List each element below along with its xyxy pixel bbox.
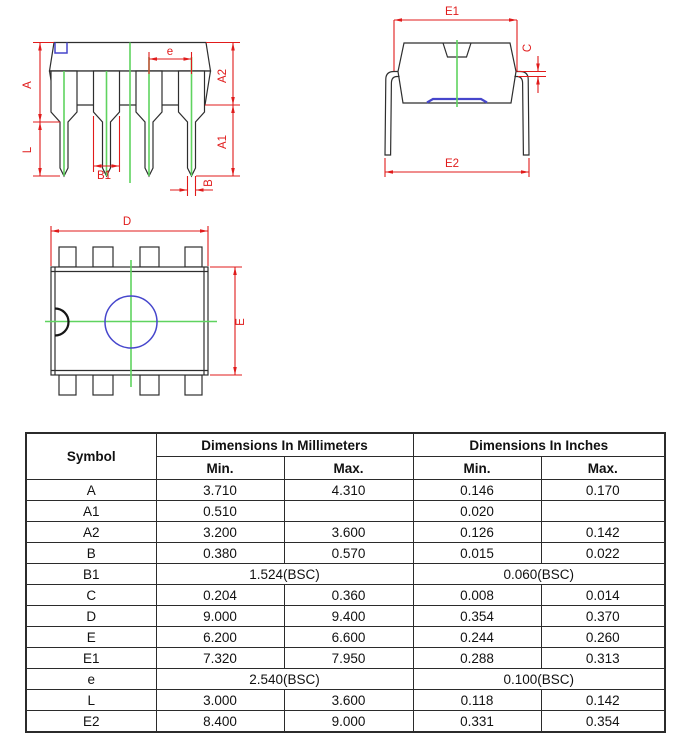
in-max-cell: 0.260 (541, 627, 665, 648)
dim-label-e: e (166, 46, 174, 58)
dim-label-E: E (235, 318, 247, 326)
symbol-cell: A (26, 480, 156, 501)
mm-max-cell: 9.000 (284, 711, 413, 733)
in-max-cell: 0.014 (541, 585, 665, 606)
in-min-cell: 0.244 (413, 627, 541, 648)
table-header-row (26, 433, 665, 457)
top-pin (93, 375, 113, 395)
symbol-cell: E2 (26, 711, 156, 733)
table-row (26, 669, 665, 690)
table-row (26, 480, 665, 501)
mm-min-cell: 8.400 (156, 711, 284, 733)
dimensions-table (25, 432, 666, 733)
in-min-cell: 0.331 (413, 711, 541, 733)
in-min-cell: 0.146 (413, 480, 541, 501)
in-max-cell (541, 501, 665, 522)
top-pin (140, 247, 159, 267)
symbol-cell: L (26, 690, 156, 711)
mm-max-cell: 9.400 (284, 606, 413, 627)
mm-max-cell: 3.600 (284, 522, 413, 543)
in-min-cell: 0.118 (413, 690, 541, 711)
top-pin (59, 375, 76, 395)
mm-min-cell: 6.200 (156, 627, 284, 648)
symbol-cell: E1 (26, 648, 156, 669)
col-header-mm-min: Min. (156, 457, 284, 480)
dim-label-C: C (522, 43, 534, 53)
mm-max-cell: 0.570 (284, 543, 413, 564)
top-pin (93, 247, 113, 267)
dim-label-D: D (122, 216, 132, 228)
symbol-cell: e (26, 669, 156, 690)
in-span-cell: 0.100(BSC) (413, 669, 665, 690)
symbol-cell: A2 (26, 522, 156, 543)
table-row (26, 522, 665, 543)
in-max-cell: 0.354 (541, 711, 665, 733)
table-row (26, 627, 665, 648)
top-pin (185, 247, 202, 267)
dim-label-E1: E1 (444, 6, 460, 18)
top-pin (185, 375, 202, 395)
mm-min-cell: 0.510 (156, 501, 284, 522)
in-min-cell: 0.020 (413, 501, 541, 522)
top-view (45, 216, 247, 395)
in-max-cell: 0.170 (541, 480, 665, 501)
col-header-in-max: Max. (541, 457, 665, 480)
table-row (26, 690, 665, 711)
symbol-cell: D (26, 606, 156, 627)
mm-max-cell: 7.950 (284, 648, 413, 669)
dim-label-A1: A1 (217, 134, 229, 150)
col-header-symbol: Symbol (26, 433, 156, 480)
in-max-cell: 0.142 (541, 522, 665, 543)
table-row (26, 543, 665, 564)
table-row (26, 606, 665, 627)
in-min-cell: 0.015 (413, 543, 541, 564)
mm-max-cell: 0.360 (284, 585, 413, 606)
mm-max-cell (284, 501, 413, 522)
mm-min-cell: 0.380 (156, 543, 284, 564)
symbol-cell: C (26, 585, 156, 606)
side-leg-left (385, 72, 400, 156)
mm-max-cell: 6.600 (284, 627, 413, 648)
in-max-cell: 0.022 (541, 543, 665, 564)
top-pin (59, 247, 76, 267)
in-max-cell: 0.142 (541, 690, 665, 711)
mm-span-cell: 2.540(BSC) (156, 669, 413, 690)
mm-min-cell: 3.710 (156, 480, 284, 501)
dim-label-B1: B1 (96, 170, 112, 182)
mm-max-cell: 3.600 (284, 690, 413, 711)
col-header-mm-max: Max. (284, 457, 413, 480)
table-row (26, 648, 665, 669)
symbol-cell: E (26, 627, 156, 648)
mm-min-cell: 9.000 (156, 606, 284, 627)
in-span-cell: 0.060(BSC) (413, 564, 665, 585)
mm-min-cell: 7.320 (156, 648, 284, 669)
table-row (26, 711, 665, 733)
dim-label-E2: E2 (444, 158, 460, 170)
side-leg-right (514, 72, 529, 156)
table-row (26, 564, 665, 585)
in-min-cell: 0.126 (413, 522, 541, 543)
symbol-cell: B (26, 543, 156, 564)
col-header-in-min: Min. (413, 457, 541, 480)
in-max-cell: 0.313 (541, 648, 665, 669)
in-min-cell: 0.288 (413, 648, 541, 669)
in-min-cell: 0.008 (413, 585, 541, 606)
dim-label-A: A (22, 81, 34, 89)
table-row (26, 501, 665, 522)
top-pin (140, 375, 159, 395)
front-view (22, 43, 240, 197)
in-min-cell: 0.354 (413, 606, 541, 627)
dim-label-B: B (203, 179, 215, 187)
dim-label-L: L (22, 146, 34, 154)
table-row (26, 585, 665, 606)
symbol-cell: A1 (26, 501, 156, 522)
dim-label-A2: A2 (217, 68, 229, 84)
mm-span-cell: 1.524(BSC) (156, 564, 413, 585)
mm-min-cell: 3.000 (156, 690, 284, 711)
mm-min-cell: 3.200 (156, 522, 284, 543)
col-header-inches: Dimensions In Inches (413, 433, 665, 457)
mm-max-cell: 4.310 (284, 480, 413, 501)
col-header-millimeters: Dimensions In Millimeters (156, 433, 413, 457)
side-view (385, 6, 546, 177)
symbol-cell: B1 (26, 564, 156, 585)
in-max-cell: 0.370 (541, 606, 665, 627)
mm-min-cell: 0.204 (156, 585, 284, 606)
